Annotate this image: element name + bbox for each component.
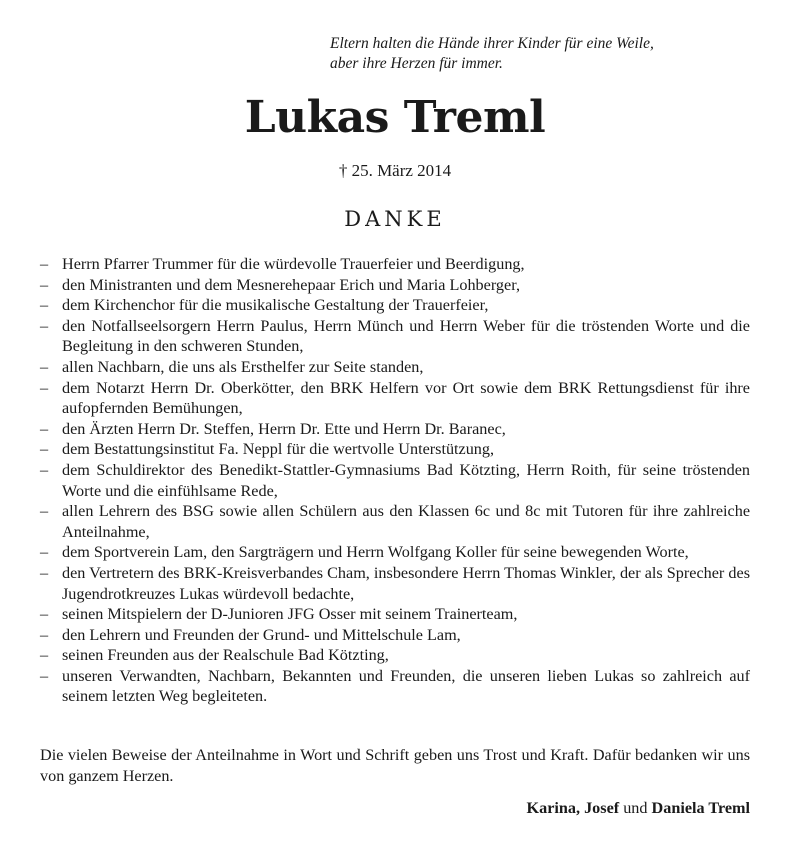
signature-connector: und [619, 799, 652, 817]
list-item-text: seinen Freunden aus der Realschule Bad Kötzting, [62, 646, 389, 665]
list-item-text: dem Kirchenchor für die musikalische Gestaltung der Trauerfeier, [62, 296, 489, 315]
list-item-text: dem Schuldirektor des Benedikt-Stattler-Gymnasiums Bad Kötzting, Herrn Roith, für seine tröstenden Worte und die einfühlsame Rede, [62, 460, 750, 500]
list-item-text: seinen Mitspielern der D-Junioren JFG Osser mit seinem Trainerteam, [62, 605, 518, 624]
list-item [40, 419, 750, 440]
list-item-text: den Notfallseelsorgern Herrn Paulus, Herrn Münch und Herrn Weber für die tröstenden Worte und die Begleitung in den schweren Stunden, [62, 316, 750, 356]
list-item [40, 439, 750, 460]
deceased-name: Lukas Treml [244, 92, 546, 143]
list-item [40, 254, 750, 275]
dash-glyph: – [40, 666, 49, 685]
dash-glyph: – [40, 625, 49, 644]
list-item [40, 275, 750, 296]
death-date: † 25. März 2014 [338, 161, 452, 180]
list-item-text: dem Notarzt Herrn Dr. Oberkötter, den BRK Helfern vor Ort sowie dem BRK Rettungsdienst für ihre aufopfernden Bemühungen, [62, 378, 750, 418]
list-item [40, 625, 750, 646]
list-item [40, 542, 750, 563]
dash-glyph: – [40, 419, 49, 438]
signature-names-1: Karina, Josef [526, 799, 620, 817]
dash-glyph: – [40, 563, 49, 582]
dash-glyph: – [40, 646, 49, 665]
dash-glyph: – [40, 460, 49, 479]
list-item [40, 501, 750, 542]
list-item-text: allen Nachbarn, die uns als Ersthelfer zur Seite standen, [62, 357, 424, 376]
list-item-text: Herrn Pfarrer Trummer für die würdevolle Trauerfeier und Beerdigung, [62, 255, 525, 273]
list-item-text: dem Bestattungsinstitut Fa. Neppl für die wertvolle Unterstützung, [62, 440, 495, 459]
closing-paragraph: Die vielen Beweise der Anteilnahme in Wort und Schrift geben uns Trost und Kraft. Dafür bedanken wir uns von ganzem Herzen. [40, 746, 750, 785]
list-item [40, 666, 750, 707]
dash-glyph: – [40, 255, 49, 273]
dash-glyph: – [40, 357, 49, 376]
dash-glyph: – [40, 316, 49, 335]
list-item [40, 563, 750, 604]
dash-glyph: – [40, 543, 49, 562]
signature [527, 797, 750, 819]
dash-glyph: – [40, 605, 49, 624]
list-item-text: dem Sportverein Lam, den Sargträgern und Herrn Wolfgang Koller für seine bewegenden Worte, [62, 543, 689, 562]
list-item [40, 295, 750, 316]
dash-glyph: – [40, 440, 49, 459]
list-item [40, 316, 750, 357]
list-item-text: den Ärzten Herrn Dr. Steffen, Herrn Dr. Ette und Herrn Dr. Baranec, [62, 419, 506, 438]
list-item [40, 460, 750, 501]
dash-glyph: – [40, 502, 49, 521]
motto-line-2: aber ihre Herzen für immer. [330, 55, 503, 72]
list-item [40, 645, 750, 666]
dash-glyph: – [40, 296, 49, 315]
dash-glyph: – [40, 378, 49, 397]
list-item-text: unseren Verwandten, Nachbarn, Bekannten und Freunden, die unseren lieben Lukas so zahlreich auf seinem letzten Weg begleiteten. [62, 666, 750, 706]
thanks-heading: DANKE [344, 207, 446, 231]
signature-names-2: Daniela Treml [651, 799, 750, 817]
list-item [40, 357, 750, 378]
motto-quote [330, 34, 750, 74]
list-item-text: den Ministranten und dem Mesnerehepaar Erich und Maria Lohberger, [62, 275, 520, 294]
thanks-list [40, 254, 750, 707]
motto-line-1: Eltern halten die Hände ihrer Kinder für eine Weile, [330, 35, 654, 52]
dash-glyph: – [40, 275, 49, 294]
list-item-text: allen Lehrern des BSG sowie allen Schülern aus den Klassen 6c und 8c mit Tutoren für ihre zahlreiche Anteilnahme, [62, 502, 750, 541]
list-item [40, 604, 750, 625]
list-item [40, 378, 750, 419]
list-item-text: den Vertretern des BRK-Kreisverbandes Cham, insbesondere Herrn Thomas Winkler, der als Sprecher des Jugendrotkreuzes Lukas würdevoll bedachte, [62, 563, 750, 603]
list-item-text: den Lehrern und Freunden der Grund- und Mittelschule Lam, [62, 625, 461, 644]
